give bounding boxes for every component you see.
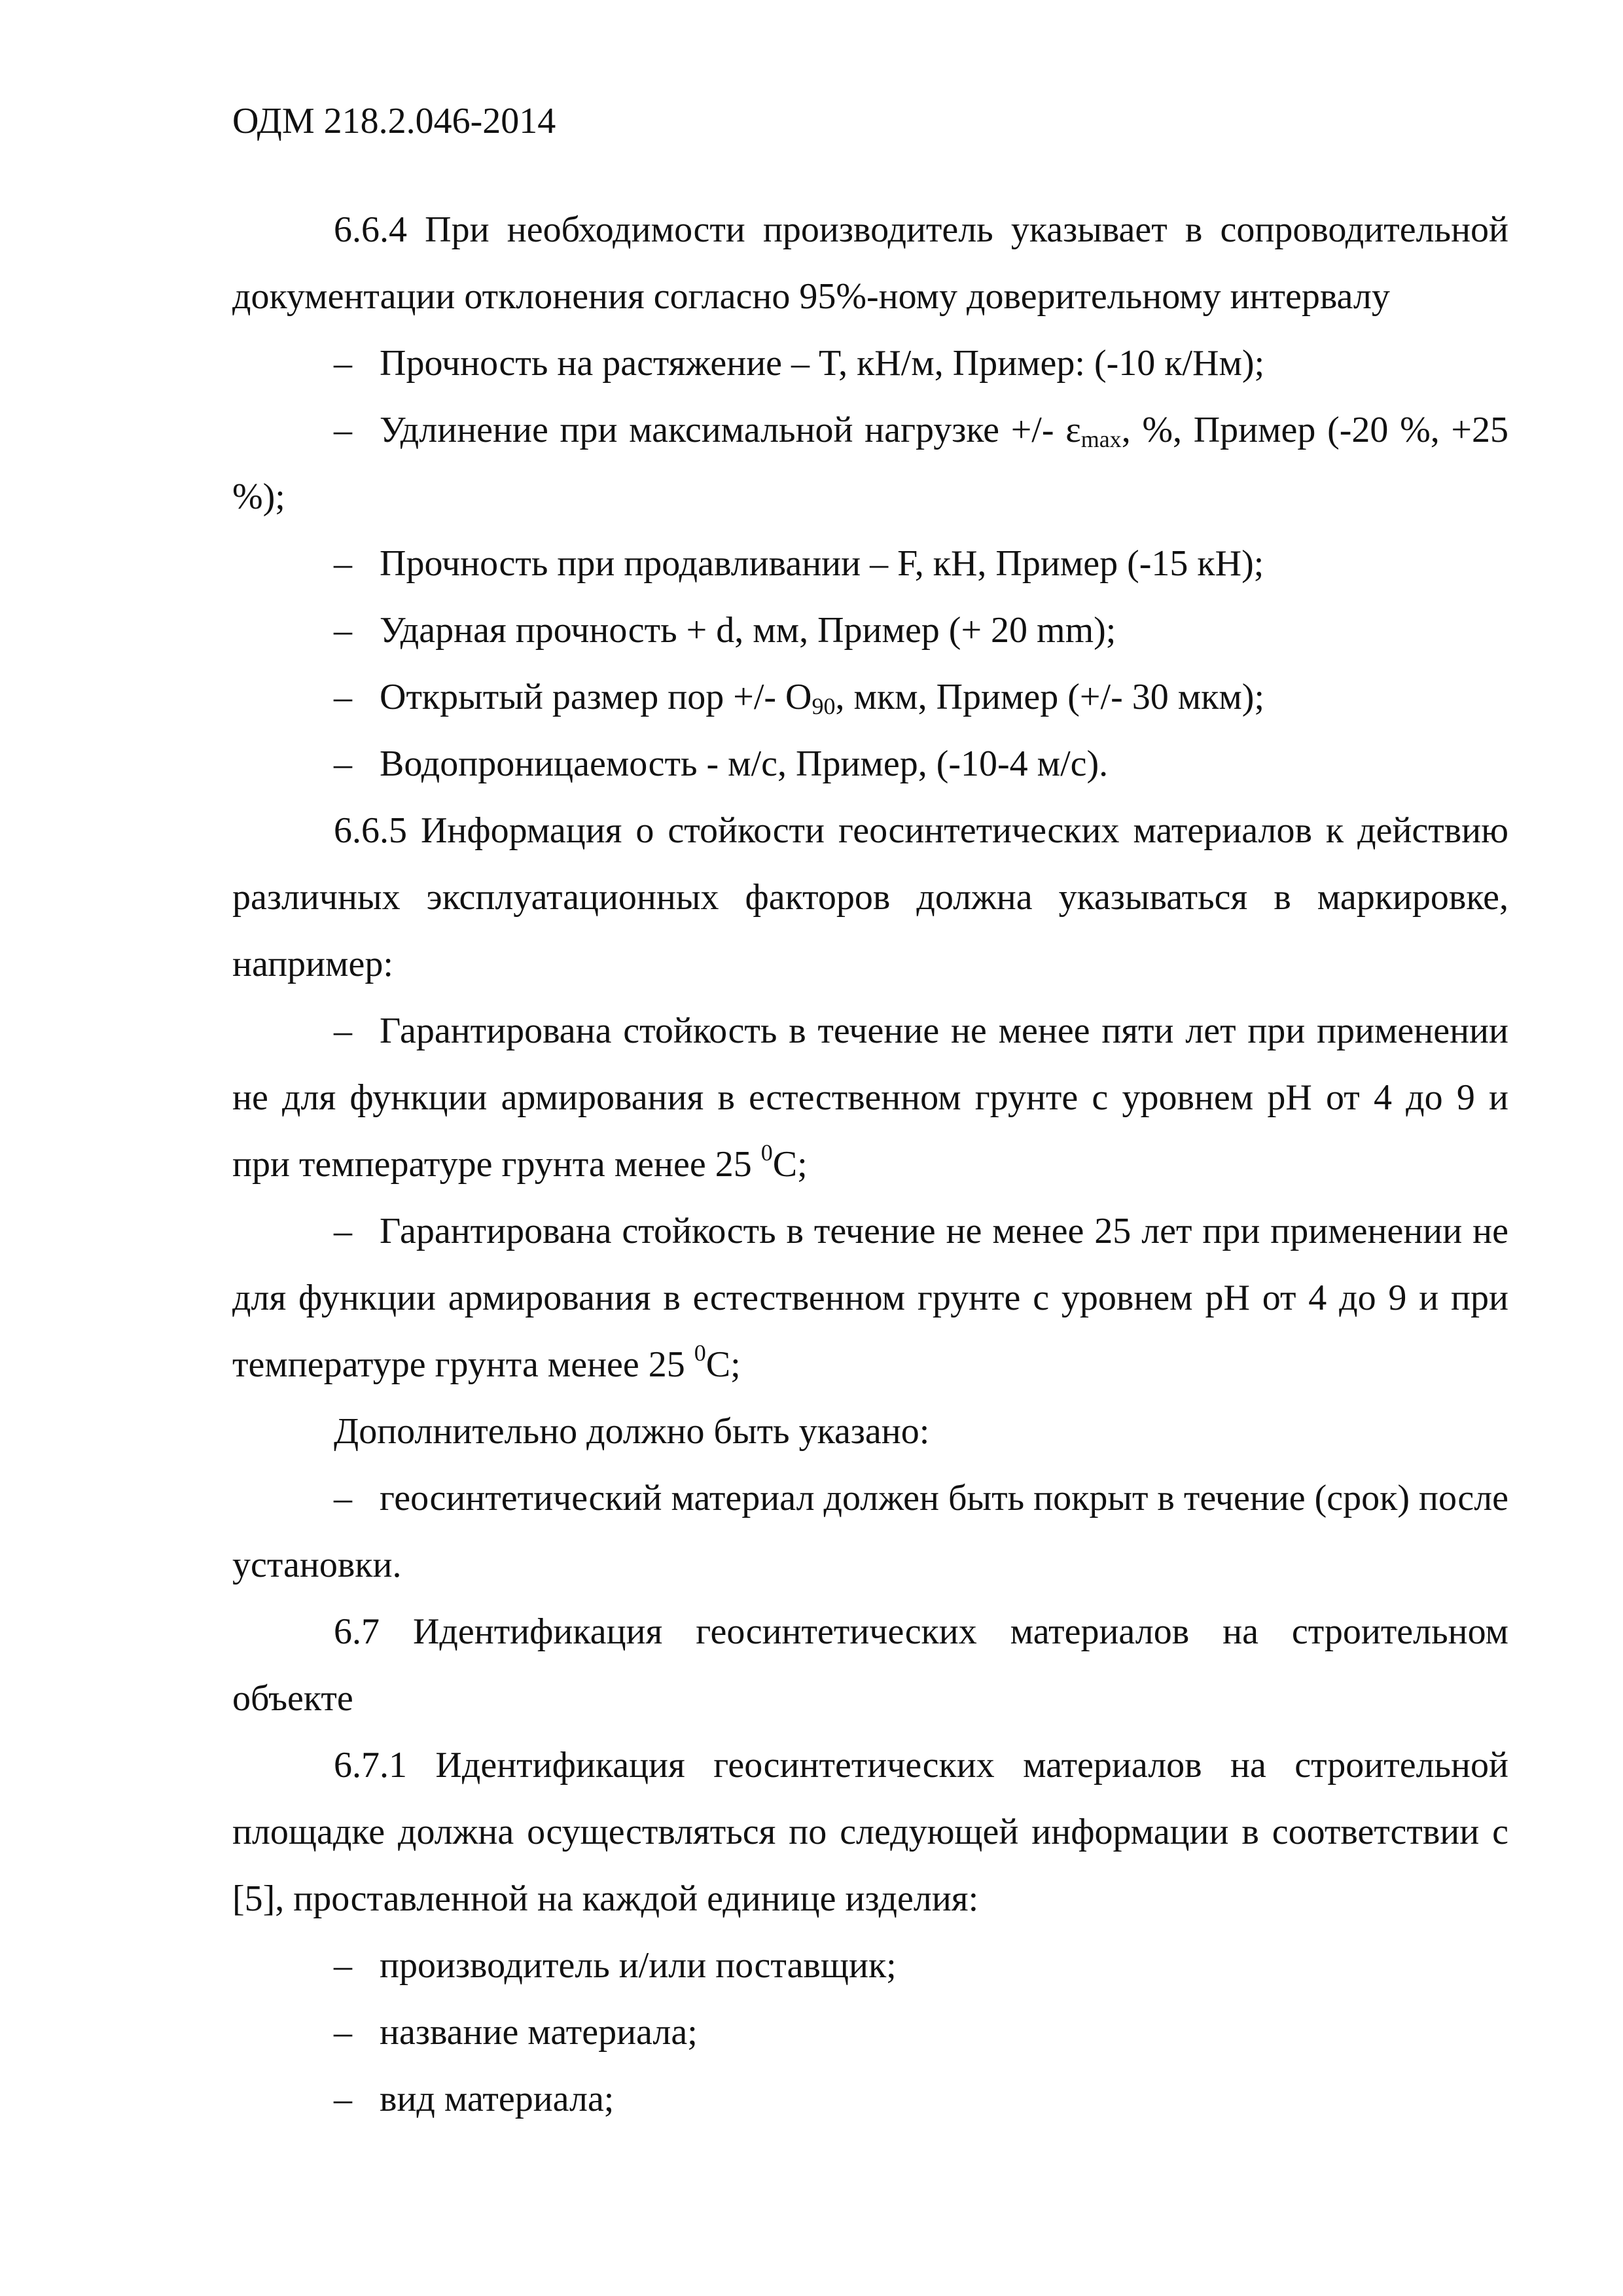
paragraph-6-6-5: 6.6.5 Информация о стойкости геосинтетических материалов к действию различных эксплуатационных факторов должна указываться в маркировке, например: (232, 810, 1508, 984)
list-item (232, 597, 1508, 664)
list-item (232, 1465, 1508, 1598)
list-item-text: С; (772, 1144, 808, 1185)
list-item-text: Прочность на растяжение – T, кН/м, Пример: (-10 к/Нм); (380, 343, 1265, 384)
dash-bullet: – (334, 1011, 352, 1051)
list-item (232, 1198, 1508, 1398)
dash-bullet: – (334, 2012, 352, 2053)
subscript: max (1080, 426, 1122, 452)
list-item-text: вид материала; (380, 2079, 615, 2119)
dash-bullet: – (334, 1211, 352, 1251)
dash-bullet: – (334, 610, 352, 651)
dash-bullet: – (334, 410, 352, 450)
superscript: 0 (694, 1340, 706, 1366)
list-item-text: , %, Пример (-20 %, +25 %); (232, 410, 1508, 517)
list-item-text: Водопроницаемость - м/с, Пример, (-10-4 м/с). (380, 744, 1109, 784)
list-item-text: Гарантирована стойкость в течение не менее пяти лет при применении не для функции армирования в естественном грунте с уровнем pH от 4 до 9 и при температуре грунта менее 25 (232, 1011, 1508, 1185)
list-item-text: Гарантирована стойкость в течение не менее 25 лет при применении не для функции армирования в естественном грунте с уровнем pH от 4 до 9 и при температуре грунта менее 25 (232, 1211, 1508, 1385)
list-item (232, 330, 1508, 397)
list-item (232, 664, 1508, 730)
list-item (232, 730, 1508, 797)
dash-bullet: – (334, 543, 352, 584)
list-item (232, 1932, 1508, 1999)
subscript: 90 (812, 693, 836, 719)
dash-bullet: – (334, 744, 352, 784)
list-item-text: Прочность при продавливании – F, кН, Пример (-15 кН); (380, 543, 1264, 584)
list-item (232, 1999, 1508, 2066)
list-item-text: , мкм, Пример (+/- 30 мкм); (835, 677, 1265, 717)
paragraph-6-6-4: 6.6.4 При необходимости производитель указывает в сопроводительной документации отклонения согласно 95%-ному доверительному интервалу (232, 209, 1508, 317)
list-item (232, 397, 1508, 530)
superscript: 0 (760, 1139, 773, 1166)
document-code: ОДМ 218.2.046-2014 (232, 101, 556, 141)
list-item (232, 530, 1508, 597)
list-item-text: Ударная прочность + d, мм, Пример (+ 20 mm); (380, 610, 1116, 651)
dash-bullet: – (334, 2079, 352, 2119)
dash-bullet: – (334, 1478, 352, 1518)
document-body (232, 196, 1508, 2132)
dash-bullet: – (334, 1945, 352, 1986)
dash-bullet: – (334, 343, 352, 384)
list-item (232, 997, 1508, 1198)
list-item-text: Удлинение при максимальной нагрузке +/- ε (380, 410, 1081, 450)
list-item-text: С; (705, 1344, 741, 1385)
dash-bullet: – (334, 677, 352, 717)
list-item-text: Открытый размер пор +/- O (380, 677, 812, 717)
list-item-text: название материала; (380, 2012, 698, 2053)
list-item-text: геосинтетический материал должен быть покрыт в течение (срок) после установки. (232, 1478, 1508, 1585)
section-heading-6-7: 6.7 Идентификация геосинтетических материалов на строительном объекте (232, 1611, 1508, 1719)
list-item-text: производитель и/или поставщик; (380, 1945, 897, 1986)
list-item (232, 2066, 1508, 2132)
paragraph-6-7-1: 6.7.1 Идентификация геосинтетических материалов на строительной площадке должна осуществляться по следующей информации в соответствии с [5], проставленной на каждой единице изделия: (232, 1745, 1508, 1919)
additional-note: Дополнительно должно быть указано: (334, 1411, 930, 1452)
